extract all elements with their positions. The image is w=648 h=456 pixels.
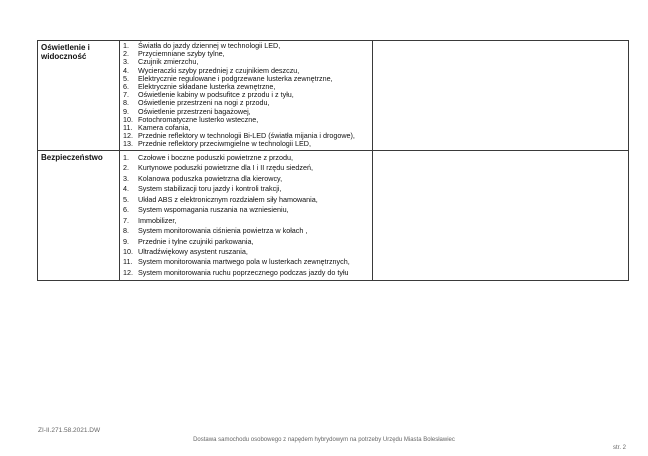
- list-item-text: Czujnik zmierzchu,: [138, 57, 199, 67]
- list-item-text: Ultradźwiękowy asystent ruszania,: [138, 247, 248, 256]
- section-row-lighting: [38, 41, 629, 151]
- response-cell: [373, 41, 629, 151]
- list-item-text: Kamera cofania,: [138, 123, 191, 133]
- list-item-text: System stabilizacji toru jazdy i kontroli trakcji,: [138, 184, 282, 194]
- list-item-text: Układ ABS z elektronicznym rozdziałem siły hamowania,: [138, 194, 318, 204]
- list-item-number: 7.: [123, 215, 129, 225]
- category-label-lighting: Oświetlenie i widoczność: [41, 43, 90, 61]
- list-item-number: 2.: [123, 49, 129, 59]
- list-item-text: Oświetlenie przestrzeni bagażowej,: [138, 106, 251, 116]
- list-item-number: 3.: [123, 173, 129, 183]
- list-item-text: Światła do jazdy dziennej w technologii LED,: [138, 41, 281, 50]
- list-item-text: Oświetlenie kabiny w podsufitce z przodu i z tyłu,: [138, 90, 294, 100]
- list-item-number: 5.: [123, 194, 129, 204]
- items-cell: [120, 150, 373, 281]
- list-item: [120, 196, 372, 204]
- list-item: [120, 206, 372, 214]
- list-item-number: 9.: [123, 236, 129, 246]
- list-item-text: Elektrycznie składane lusterka zewnętrzne,: [138, 82, 276, 92]
- list-item-number: 3.: [123, 57, 129, 67]
- list-item: [120, 269, 372, 277]
- list-item-text: Przednie i tylne czujniki parkowania,: [138, 236, 254, 246]
- list-item-number: 10.: [123, 114, 133, 124]
- list-item: [120, 154, 372, 162]
- list-item-number: 10.: [123, 247, 133, 256]
- list-item-text: Wycieraczki szyby przedniej z czujnikiem deszczu,: [138, 65, 300, 75]
- list-item-number: 12.: [123, 267, 133, 277]
- list-item: [120, 258, 372, 266]
- list-item: [120, 175, 372, 183]
- list-item-text: Fotochromatyczne lusterko wsteczne,: [138, 114, 259, 124]
- list-item-number: 9.: [123, 106, 129, 116]
- list-item-number: 11.: [123, 123, 133, 133]
- category-label-safety: Bezpieczeństwo: [41, 152, 103, 162]
- list-item-text: Czołowe i boczne poduszki powietrzne z przodu,: [138, 152, 294, 162]
- list-item-number: 4.: [123, 65, 129, 75]
- list-item-text: System wspomagania ruszania na wzniesieniu,: [138, 205, 289, 215]
- document-title-footer: Dostawa samochodu osobowego z napędem hybrydowym na potrzeby Urzędu Miasta Bolesławiec: [193, 437, 455, 443]
- category-cell: [38, 150, 120, 281]
- list-item-text: Przednie reflektory w technologii Bi-LED (światła mijania i drogowe),: [138, 131, 355, 141]
- document-reference: ZI-II.271.58.2021.DW: [38, 427, 101, 434]
- items-cell: [120, 41, 373, 151]
- list-item-number: 5.: [123, 73, 129, 83]
- list-item-number: 6.: [123, 82, 129, 92]
- specification-table: [37, 40, 629, 281]
- list-item: [120, 227, 372, 235]
- page-number: str. 2: [612, 445, 626, 451]
- list-item-number: 6.: [123, 205, 129, 215]
- list-item-number: 11.: [123, 257, 133, 267]
- list-item-number: 1.: [123, 41, 129, 50]
- list-item: [120, 140, 372, 148]
- list-item: [120, 217, 372, 225]
- list-item-text: Immobilizer,: [138, 215, 177, 225]
- response-cell: [373, 150, 629, 281]
- list-item-text: System monitorowania martwego pola w lusterkach zewnętrznych,: [138, 257, 350, 267]
- section-row-safety: [38, 150, 629, 281]
- list-item-text: System monitorowania ciśnienia powietrza w kołach ,: [138, 226, 308, 236]
- list-item-text: Kurtynowe poduszki powietrzne dla I i II rzędu siedzeń,: [138, 163, 313, 173]
- list-item-text: System monitorowania ruchu poprzecznego podczas jazdy do tyłu: [138, 267, 349, 277]
- list-item-number: 2.: [123, 163, 129, 173]
- list-item-text: Elektrycznie regulowane i podgrzewane lusterka zewnętrzne,: [138, 73, 333, 83]
- requirements-list-lighting: [120, 41, 372, 150]
- list-item: [120, 164, 372, 172]
- list-item-number: 8.: [123, 98, 129, 108]
- list-item-text: Przednie reflektory przeciwmgielne w technologii LED,: [138, 139, 311, 149]
- list-item-number: 8.: [123, 226, 129, 236]
- list-item-text: Przyciemniane szyby tylne,: [138, 49, 225, 59]
- list-item: [120, 238, 372, 246]
- list-item-text: Kolanowa poduszka powietrzna dla kierowcy,: [138, 173, 283, 183]
- list-item: [120, 248, 372, 256]
- list-item-text: Oświetlenie przestrzeni na nogi z przodu,: [138, 98, 270, 108]
- list-item-number: 12.: [123, 131, 133, 141]
- list-item-number: 1.: [123, 152, 129, 162]
- list-item: [120, 185, 372, 193]
- list-item-number: 7.: [123, 90, 129, 100]
- list-item-number: 13.: [123, 139, 133, 149]
- list-item-number: 4.: [123, 184, 129, 194]
- category-cell: [38, 41, 120, 151]
- requirements-list-safety: [120, 151, 372, 281]
